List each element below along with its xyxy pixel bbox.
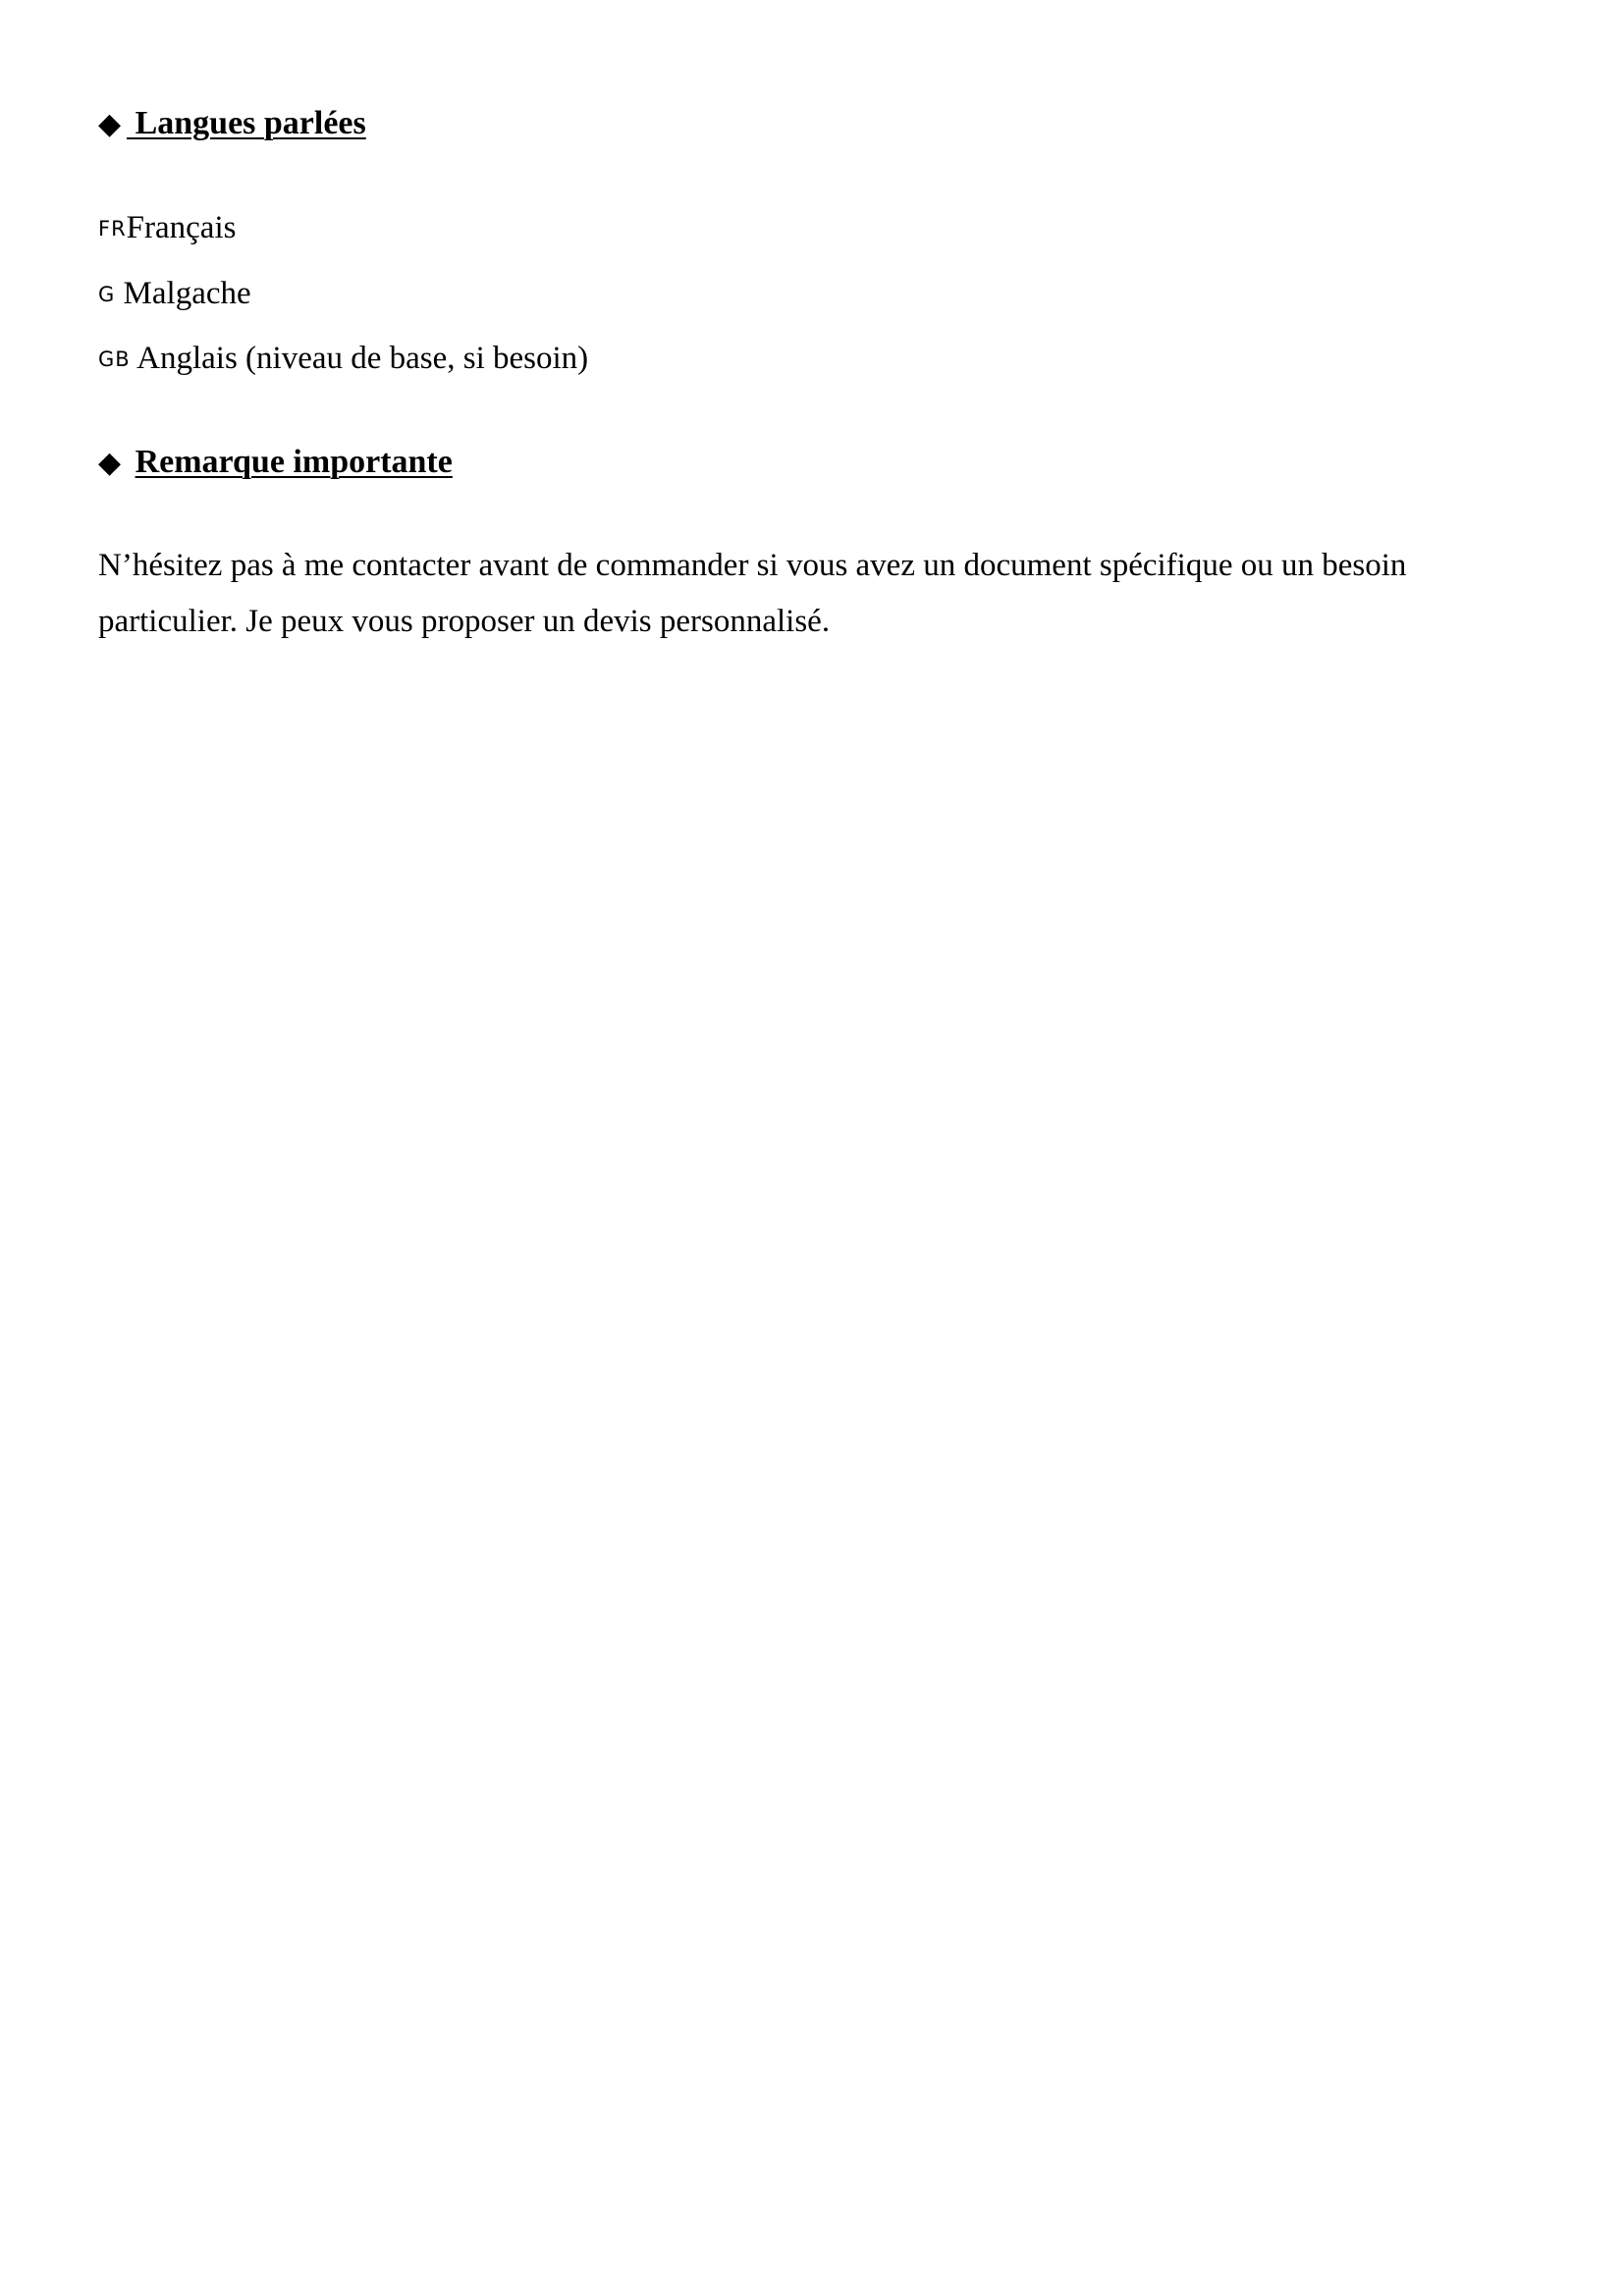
diamond-bullet-icon: ◆ [98, 447, 122, 479]
language-item-malagasy [98, 274, 251, 314]
note-heading [98, 443, 453, 483]
language-label: Anglais (niveau de base, si besoin) [136, 341, 589, 376]
language-code: GB [98, 347, 131, 371]
note-heading-text: Remarque importante [135, 444, 453, 480]
language-separator [115, 276, 123, 311]
languages-heading-text: Langues parlées [127, 105, 366, 141]
note-paragraph: N’hésitez pas à me contacter avant de commander si vous avez un document spécifique ou un besoin particulier. Je peux vous proposer un devis personnalisé. [98, 548, 1407, 639]
languages-heading [98, 104, 366, 144]
language-item-english [98, 339, 588, 379]
language-label: Français [126, 210, 237, 245]
language-code: G [98, 283, 116, 306]
language-label: Malgache [123, 276, 251, 311]
diamond-bullet-icon: ◆ [98, 108, 122, 140]
language-code: FR [98, 217, 127, 240]
language-item-french [98, 208, 236, 248]
